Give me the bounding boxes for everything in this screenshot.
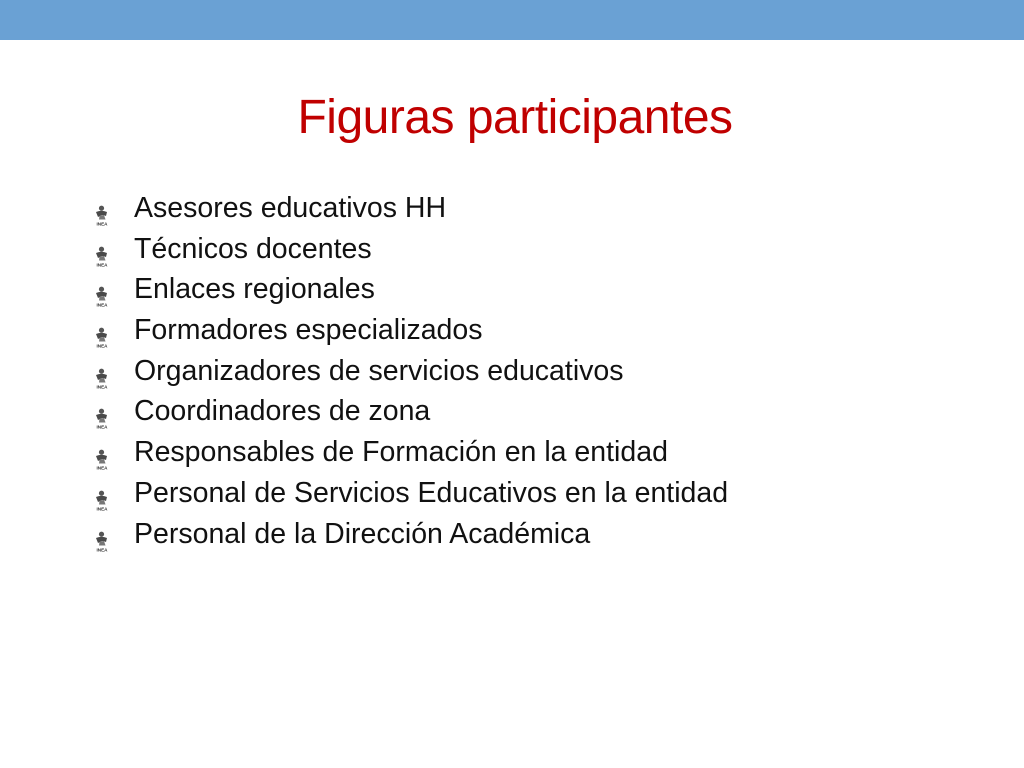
inea-logo-icon: [93, 442, 111, 471]
list-item-label: Personal de Servicios Educativos en la entidad: [134, 476, 729, 509]
list-item-label: Formadores especializados: [134, 314, 483, 347]
inea-logo-text: INEA: [96, 262, 108, 268]
inea-logo-text: INEA: [96, 547, 108, 552]
list-item: [92, 188, 728, 229]
inea-logo-text: INEA: [96, 384, 108, 390]
top-accent-bar: [0, 0, 1024, 40]
list-item: [92, 310, 728, 351]
inea-logo-icon: [93, 239, 111, 268]
inea-logo-icon: [93, 361, 111, 390]
list-item-label: Coordinadores de zona: [134, 395, 431, 428]
list-item: [92, 229, 728, 270]
inea-logo-icon: [93, 320, 111, 349]
inea-logo-text: INEA: [96, 343, 108, 349]
list-item: [92, 351, 728, 392]
inea-logo-text: INEA: [96, 424, 108, 430]
bullet-list: [92, 188, 728, 554]
list-item: [92, 391, 728, 432]
inea-logo-text: INEA: [96, 221, 108, 227]
list-item-label: Personal de la Dirección Académica: [134, 517, 591, 550]
list-item-label: Responsables de Formación en la entidad: [134, 436, 668, 469]
list-item-label: Organizadores de servicios educativos: [134, 354, 624, 387]
list-item-label: Asesores educativos HH: [134, 192, 447, 224]
list-item-label: Enlaces regionales: [134, 273, 375, 306]
list-item: [92, 269, 728, 310]
list-item-label: Técnicos docentes: [134, 232, 372, 265]
inea-logo-icon: [93, 279, 111, 308]
inea-logo-icon: [93, 524, 111, 552]
list-item: [92, 432, 728, 473]
inea-logo-text: INEA: [96, 302, 108, 308]
inea-logo-icon: [93, 198, 111, 227]
list-item: [92, 514, 728, 555]
inea-logo-icon: [93, 483, 111, 512]
slide-title: Figuras participantes: [297, 91, 733, 144]
inea-logo-icon: [93, 401, 111, 430]
inea-logo-text: INEA: [96, 465, 108, 471]
list-item: [92, 473, 728, 514]
inea-logo-text: INEA: [96, 506, 108, 512]
